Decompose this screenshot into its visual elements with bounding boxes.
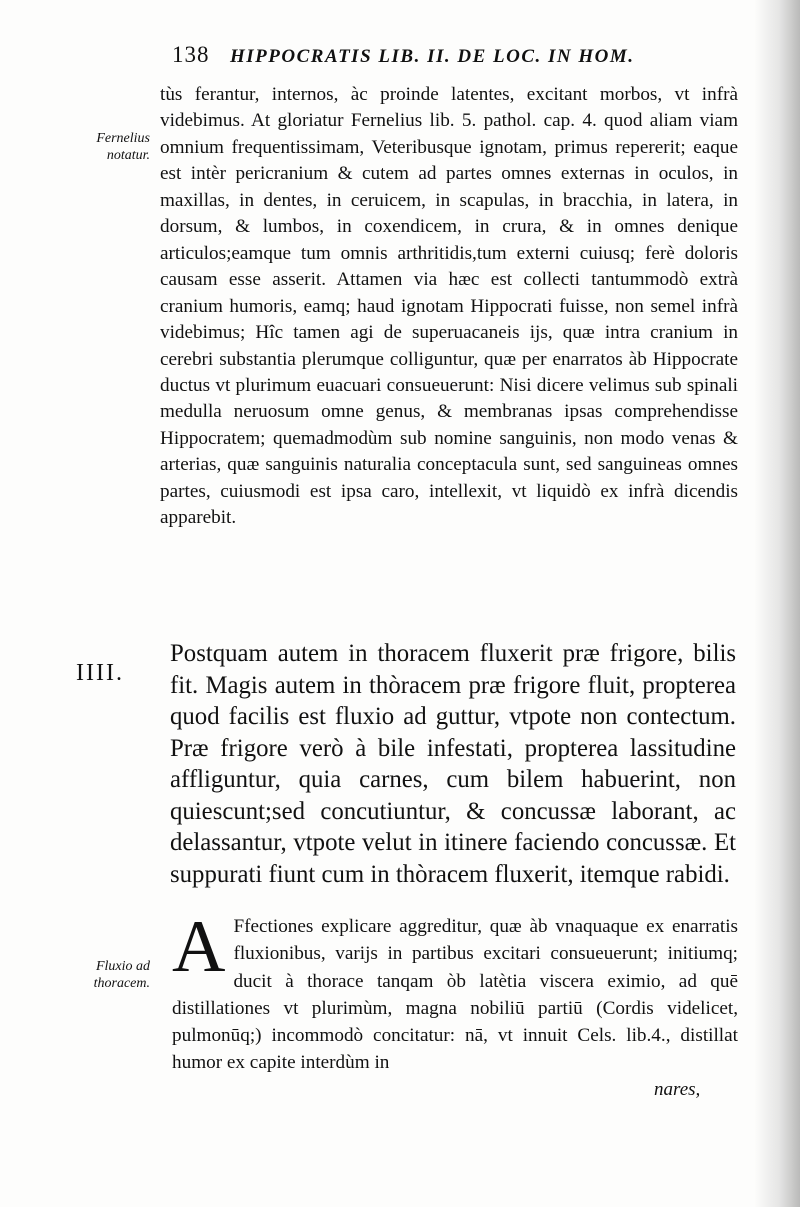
page-edge-shadow (754, 0, 800, 1207)
catchword: nares, (654, 1079, 701, 1100)
commentary-bottom-text: Ffectiones explicare aggreditur, quæ àb vnaquaque ex enarratis fluxionibus, varijs in partibus excitari consueuerunt; initiumq; ducit à thorace tanqam òb latètia viscera eximio, ad quē distillationes vt plurimùm, magna nobiliū partiū (Cordis videlicet, pulmonūq;) incommodò concitatur: nā, vt innuit Cels. lib.4., distillat humor ex capite interdùm in (172, 916, 738, 1074)
section-number: IIII. (76, 660, 124, 686)
aphorism-block (170, 638, 736, 890)
commentary-bottom (172, 906, 738, 1077)
page-number: 138 (172, 42, 210, 67)
running-title: HIPPOCRATIS LIB. II. DE LOC. IN HOM. (230, 46, 635, 67)
aphorism-text: Postquam autem in thoracem fluxerit præ frigore, bilis fit. Magis autem in thòracem præ frigore fluit, propterea quod facilis est fluxio ad guttur, vtpote non contectum. Præ frigore verò à bile infestati, propterea lassitudine affliguntur, quia carnes, cum bilem habuerint, non quiescunt;sed concutiuntur, & concussæ laborant, ac delassantur, vtpote velut in itinere faciendo concussæ. Et suppurati fiunt cum in thòracem fluxerit, itemque rabidi. (170, 640, 736, 888)
drop-cap-initial: A (172, 906, 226, 988)
margin-note-fluxio: Fluxio ad thoracem. (93, 959, 150, 991)
margin-note-fernelius: Fernelius notatur. (96, 131, 150, 163)
page-header (172, 42, 732, 68)
commentary-bottom-paragraph (172, 906, 738, 1077)
commentary-top (160, 82, 738, 532)
commentary-top-text: tùs ferantur, internos, àc proinde latentes, excitant morbos, vt infrà videbimus. At gloriatur Fernelius lib. 5. pathol. cap. 4. quod aliam viam omnium frequentissimam, Veteribusque ignotam, primus repererit; eaque est intèr pericranium & cutem ad partes omnes externas in oculos, in maxillas, in dentes, in ceruicem, in scapulas, in bracchia, in latera, in dorsum, & lumbos, in coxendicem, in crura, & in omnes denique articulos;eamque tum omnis arthritidis,tum externi cuiusq; ferè doloris causam esse asserit. Attamen via hæc est collecti tantummodò extrà cranium humoris, eamq; haud ignotam Hippocrati fuisse, non semel infrà videbimus; Hîc tamen agi de superuacaneis ijs, quæ intra cranium in cerebri substantia plerumque colliguntur, quæ per enarratos àb Hippocrate ductus vt plurimum euacuari consueuerunt: Nisi dicere velimus sub spinali medulla neruosum omne genus, & membranas ipsas comprehendisse Hippocratem; quemadmodùm sub nomine sanguinis, non modo venas & arterias, quæ sanguinis naturalia conceptacula sunt, sed sanguineas omnes partes, cuiusmodi est ipsa caro, intellexit, vt liquidò ex infrà dicendis apparebit. (160, 84, 738, 529)
